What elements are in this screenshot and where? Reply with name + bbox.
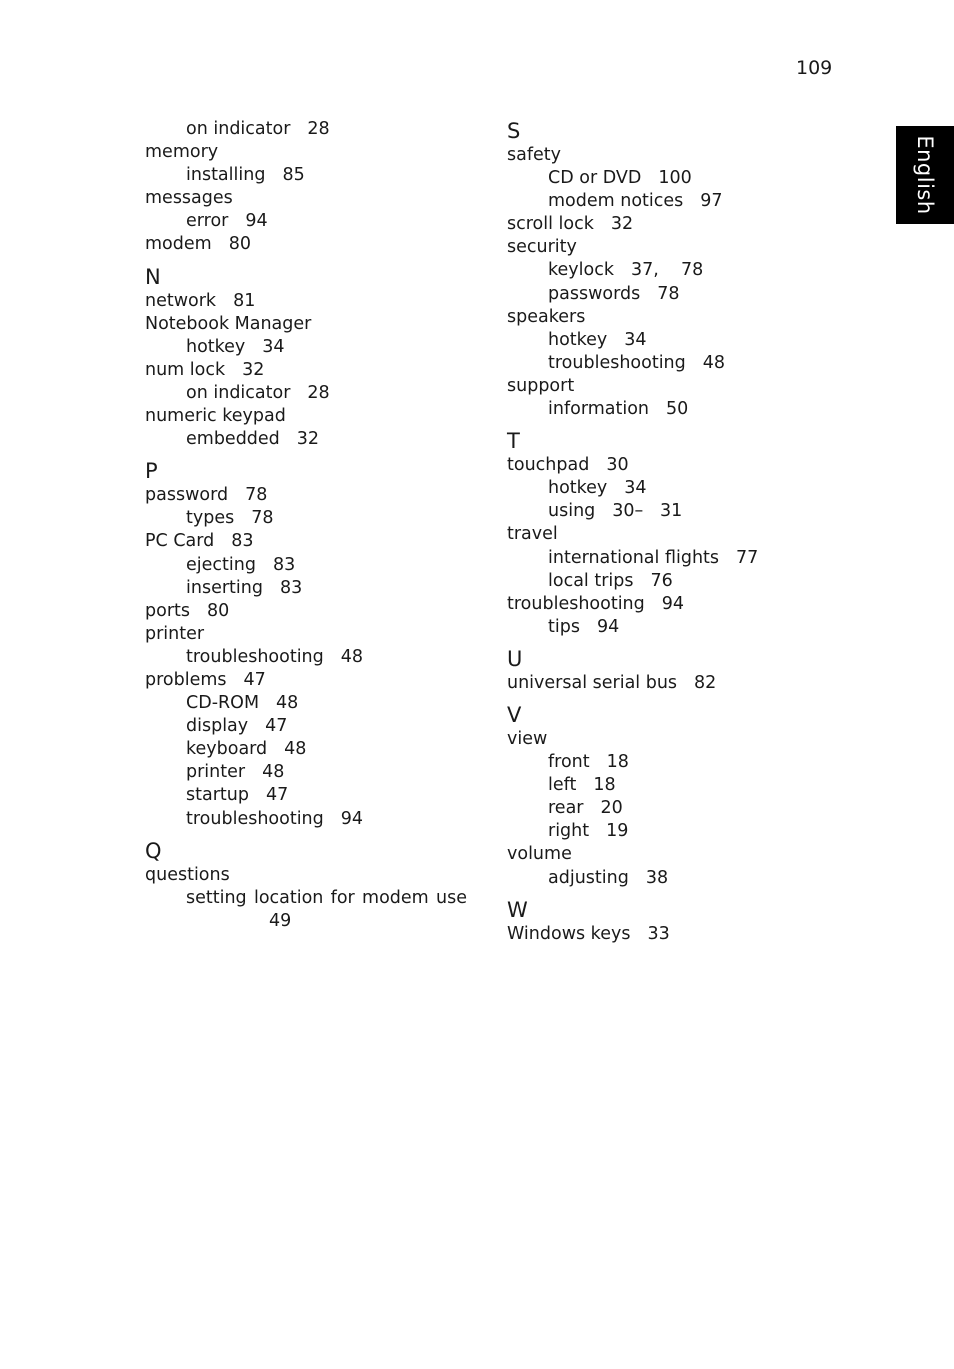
index-page-ref: 82 <box>694 672 717 693</box>
index-term: printer <box>186 762 246 783</box>
index-page-ref: 80 <box>228 234 251 255</box>
index-page-ref: 83 <box>231 531 254 552</box>
index-term: startup <box>186 785 249 806</box>
index-term: local trips <box>548 570 634 591</box>
index-entry <box>507 923 807 946</box>
index-page-ref: 48 <box>702 352 726 373</box>
index-page-ref: 19 <box>606 821 629 842</box>
index-page-ref: 78 <box>251 508 274 529</box>
language-tab <box>896 126 954 224</box>
index-subentry <box>145 210 475 233</box>
index-subentry <box>145 692 475 715</box>
index-page-ref: 81 <box>233 290 256 311</box>
index-term: Notebook Manager <box>145 313 312 334</box>
index-entry <box>507 306 807 329</box>
index-page-ref: 85 <box>282 165 305 186</box>
index-page-ref: 94 <box>340 808 364 829</box>
index-term-word: use <box>435 887 467 908</box>
index-term: password <box>145 485 229 506</box>
index-term: installing <box>186 165 266 186</box>
index-entry <box>507 236 807 259</box>
index-page-ref: 94 <box>245 211 268 232</box>
index-entry <box>145 313 475 336</box>
index-term: inserting <box>186 577 263 598</box>
index-term: information <box>548 399 650 420</box>
index-term: printer <box>145 623 205 644</box>
index-page-ref: 48 <box>276 693 299 714</box>
index-subentry <box>507 751 807 774</box>
index-subentry-continuation <box>145 910 475 933</box>
index-page-ref: 78 <box>657 283 680 304</box>
index-term: speakers <box>507 306 586 327</box>
language-tab-label: English <box>913 135 937 215</box>
index-subentry <box>145 577 475 600</box>
index-subentry <box>507 820 807 843</box>
index-entry <box>507 144 807 167</box>
index-subentry <box>507 398 807 421</box>
index-subentry <box>507 259 807 282</box>
index-subentry <box>145 761 475 784</box>
index-page-ref: 18 <box>606 752 629 773</box>
index-term: network <box>145 290 217 311</box>
index-entry <box>145 233 475 256</box>
index-page-ref: 48 <box>340 646 364 667</box>
section-letter-p: P <box>145 459 158 484</box>
index-page-ref: 30– 31 <box>612 501 683 522</box>
index-subentry <box>507 352 807 375</box>
index-page-ref: 47 <box>265 785 289 806</box>
index-entry <box>145 600 475 623</box>
index-term-word: location <box>253 887 324 908</box>
index-term: keyboard <box>186 739 268 760</box>
index-term: on indicator <box>186 119 291 139</box>
index-term: num lock <box>145 359 226 380</box>
index-subentry <box>145 646 475 669</box>
index-page-ref: 50 <box>666 399 689 420</box>
index-page-ref: 97 <box>700 191 723 212</box>
page-number: 109 <box>796 57 833 79</box>
index-subentry <box>507 570 807 593</box>
index-entry <box>507 375 807 398</box>
index-term: troubleshooting <box>548 352 686 373</box>
index-term: rear <box>548 798 584 819</box>
index-page-ref: 32 <box>242 359 265 380</box>
index-page-ref: 38 <box>645 867 669 888</box>
index-page-ref: 34 <box>624 478 647 499</box>
index-term: right <box>548 821 590 842</box>
index-page-ref: 28 <box>307 119 330 139</box>
index-subentry <box>145 738 475 761</box>
index-entry <box>145 484 475 507</box>
index-page-ref: 83 <box>279 577 303 598</box>
index-term: volume <box>507 844 572 865</box>
index-subentry <box>507 283 807 306</box>
index-page-ref: 20 <box>600 798 623 819</box>
index-entry <box>507 593 807 616</box>
index-page-ref: 47 <box>243 669 266 690</box>
index-entry <box>145 141 475 164</box>
index-page-ref: 32 <box>610 214 634 235</box>
index-term: CD or DVD <box>548 168 642 189</box>
index-subentry <box>145 554 475 577</box>
index-term: Windows keys <box>507 923 631 944</box>
index-term-word: modem <box>362 887 429 908</box>
index-term: problems <box>145 669 227 690</box>
index-entry <box>507 523 807 546</box>
index-term: error <box>186 211 229 232</box>
index-term: using <box>548 501 596 522</box>
index-entry <box>145 669 475 692</box>
index-term: international flights <box>548 547 720 568</box>
section-letter-q: Q <box>145 838 162 863</box>
index-page-ref: 94 <box>661 593 685 614</box>
index-term: modem notices <box>548 191 684 212</box>
index-term: CD-ROM <box>186 693 260 714</box>
index-term: memory <box>145 142 219 163</box>
index-page-ref: 49 <box>269 910 292 931</box>
index-entry <box>145 187 475 210</box>
index-subentry <box>507 167 807 190</box>
index-term: view <box>507 728 548 749</box>
index-term: safety <box>507 145 561 165</box>
index-entry <box>507 213 807 236</box>
index-subentry <box>507 616 807 639</box>
section-letter-v: V <box>507 702 522 727</box>
index-entry <box>145 623 475 646</box>
index-term: troubleshooting <box>186 808 324 829</box>
index-page-ref: 33 <box>647 923 670 944</box>
index-page-ref: 77 <box>736 547 759 568</box>
index-term: hotkey <box>186 336 246 357</box>
index-term: front <box>548 752 590 773</box>
index-subentry <box>507 190 807 213</box>
index-page-ref: 94 <box>596 616 620 637</box>
index-page-ref: 34 <box>262 336 285 357</box>
index-page-ref: 83 <box>272 554 296 575</box>
section-letter-n: N <box>145 264 161 289</box>
index-term: modem <box>145 234 212 255</box>
index-term: security <box>507 237 577 258</box>
index-page-ref: 37, 78 <box>630 260 704 281</box>
index-term: types <box>186 508 235 529</box>
index-term: left <box>548 775 577 796</box>
index-subentry <box>507 867 807 890</box>
index-entry <box>145 359 475 382</box>
index-subentry <box>507 797 807 820</box>
index-column-right <box>507 118 807 946</box>
index-page-ref: 30 <box>606 455 629 476</box>
index-page-ref: 32 <box>296 429 320 450</box>
index-term: ports <box>145 600 190 621</box>
index-term: scroll lock <box>507 214 594 235</box>
index-term: adjusting <box>548 867 629 888</box>
index-entry <box>145 864 475 887</box>
section-letter-u: U <box>507 646 523 671</box>
section-letter-w: W <box>507 897 528 922</box>
index-entry <box>507 454 807 477</box>
index-page-ref: 18 <box>593 775 616 796</box>
index-subentry <box>507 547 807 570</box>
index-entry <box>507 843 807 866</box>
index-term: display <box>186 716 249 737</box>
index-page-ref: 100 <box>658 168 692 189</box>
section-letter-t: T <box>507 429 520 454</box>
index-subentry <box>145 164 475 187</box>
index-page-ref: 80 <box>207 600 230 621</box>
index-term: tips <box>548 616 580 637</box>
index-term: numeric keypad <box>145 406 286 427</box>
index-subentry <box>145 428 475 451</box>
index-page-ref: 48 <box>284 739 307 760</box>
index-term: universal serial bus <box>507 672 678 693</box>
index-page-ref: 48 <box>262 762 285 783</box>
index-term: PC Card <box>145 531 215 552</box>
index-column-left <box>145 118 475 933</box>
index-term: hotkey <box>548 478 608 499</box>
section-letter-s: S <box>507 119 521 143</box>
index-term: troubleshooting <box>507 593 645 614</box>
index-subentry <box>145 784 475 807</box>
index-subentry <box>145 887 475 910</box>
index-term-word: for <box>330 887 355 908</box>
index-term: support <box>507 375 575 396</box>
index-entry <box>145 405 475 428</box>
index-term: messages <box>145 188 233 209</box>
index-entry <box>145 530 475 553</box>
index-page-ref: 34 <box>624 329 647 350</box>
index-subentry <box>507 500 807 523</box>
index-page-ref: 78 <box>245 485 268 506</box>
index-term: ejecting <box>186 554 256 575</box>
index-term: touchpad <box>507 455 590 476</box>
index-entry <box>507 728 807 751</box>
index-term: travel <box>507 524 558 545</box>
index-page-ref: 47 <box>265 716 288 737</box>
index-term: passwords <box>548 283 641 304</box>
index-term: questions <box>145 864 230 885</box>
index-subentry <box>507 477 807 500</box>
index-term: troubleshooting <box>186 646 324 667</box>
index-entry <box>507 672 807 695</box>
index-subentry <box>145 715 475 738</box>
index-subentry <box>507 774 807 797</box>
index-term: embedded <box>186 429 280 450</box>
index-subentry <box>145 808 475 831</box>
index-page-ref: 76 <box>650 570 673 591</box>
index-entry <box>145 290 475 313</box>
index-page-ref: 28 <box>307 382 330 403</box>
index-subentry <box>145 118 475 141</box>
index-term: on indicator <box>186 382 291 403</box>
index-subentry <box>145 382 475 405</box>
index-subentry <box>507 329 807 352</box>
index-term-word: setting <box>186 887 247 908</box>
index-subentry <box>145 336 475 359</box>
index-term: hotkey <box>548 329 608 350</box>
index-term: keylock <box>548 260 614 281</box>
index-subentry <box>145 507 475 530</box>
